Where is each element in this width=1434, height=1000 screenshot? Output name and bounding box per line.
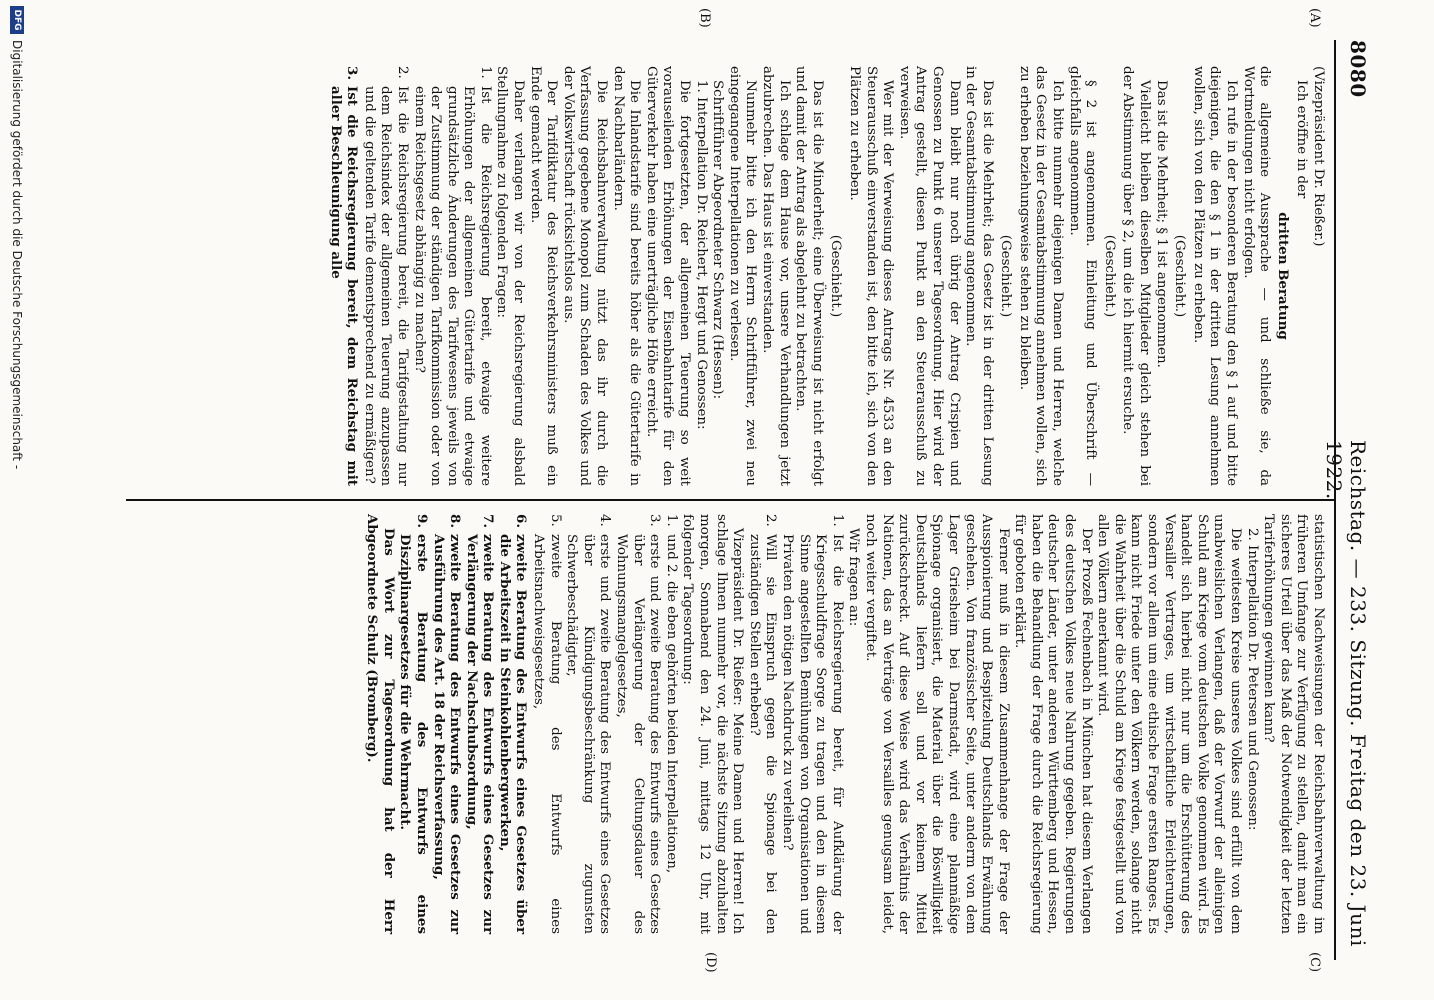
left-column (327, 66, 1326, 486)
paragraph: Daher verlangen wir von der Reichsregierung alsbald Stellungnahme zu folgenden Fragen: (494, 66, 527, 486)
margin-marker-b: (B) (697, 8, 712, 28)
list-item: 4. erste und zweite Beratung des Entwurfs eines Gesetzes über Kündigungsbeschränkung zugunsten Schwerbeschädigter, (564, 514, 613, 934)
list-item: 2. Ist die Reichsregierung bereit, die Tarifgestaltung nur dem Reichsindex der allgemeinen Teuerung anzupassen und die geltenden Tarife dementsprechend zu ermäßigen? (361, 66, 410, 486)
stage-direction: (Geschieht.) (1172, 234, 1188, 318)
stage-direction: (Geschieht.) (1101, 234, 1117, 318)
paragraph: Die Inlandstarife sind bereits höher als die Gütertarife in den Nachbarländern. (610, 66, 643, 486)
list-item: 6. zweite Beratung des Entwurfs eines Gesetzes über die Arbeitszeit in Steinkohlenbergwerken, (496, 514, 530, 934)
margin-marker-d: (D) (703, 952, 718, 973)
paragraph: Ich eröffne in der (1294, 80, 1310, 199)
paragraph: 1. Interpellation Dr. Reichert, Hergt und Genossen: (693, 80, 709, 430)
paragraph: Die Reichsbahnverwaltung nützt das ihr durch die Verfassung gegebene Monopol zum Schaden des Volkes und der Volkswirtschaft rücksichtslos aus. (560, 66, 610, 486)
paragraph: Schriftführer Abgeordneter Schwarz (Hessen): (710, 80, 726, 400)
dfg-logo: DFG (10, 6, 24, 34)
list-item: 8. zweite Beratung des Entwurfs eines Gesetzes zur Ausführung des Art. 18 der Reichsverfassung, (430, 514, 464, 934)
stage-direction: (Geschieht.) (998, 234, 1014, 318)
question-list (327, 66, 493, 486)
paragraph: Die fortgesetzten, der allgemeinen Teuerung so weit vorauseilenden Erhöhungen der Eisenbahntarife für den Güterverkehr haben eine unerträgliche Höhe erreicht. (643, 66, 693, 486)
paragraph: Der Prozeß Fechenbach in München hat diesem Verlangen des deutschen Volkes neue Nahrung gegeben. Regierungen deutscher Länder, unter anderen Württemberg und Hessen, haben die Behandlung der Frage durch die Reichsregierung für geboten erklärt. (1012, 514, 1094, 934)
paragraph: Ich rufe in der besonderen Beratung den § 1 auf und bitte diejenigen, die den § 1 in der dritten Lesung annehmen wollen, sich von den Plätzen zu erheben. (1190, 66, 1240, 486)
stage-direction: (Geschieht.) (828, 234, 844, 318)
agenda-list (397, 514, 679, 934)
section-heading: dritten Beratung (1274, 212, 1291, 340)
list-item: 5. zweite Beratung des Entwurfs eines Arbeitsnachweisgesetzes, (531, 514, 563, 934)
paragraph: Das ist die Minderheit; eine Überweisung ist nicht erfolgt und damit der Antrag als abgelehnt zu betrachten. (793, 66, 825, 486)
paragraph: Ich schlage dem Hause vor, unsere Verhandlungen jetzt abzubrechen. Das Haus ist einverstanden. (760, 66, 792, 486)
margin-marker-c: (C) (1307, 952, 1322, 973)
list-item: 9. erste Beratung des Entwurfs eines Disziplinargesetzes für die Wehrmacht. (397, 514, 430, 934)
page-header (1322, 40, 1376, 960)
paragraph: statistischen Nachweisungen der Reichsbahnverwaltung im früheren Umfange zur Verfügung zu stellen, damit man ein sicheres Urteil über das Maß der Notwendigkeit der letzten Tariferhöhungen gewinnen kann? (1261, 514, 1326, 934)
paragraph: § 2 ist angenommen. Einleitung und Überschrift — gleichfalls angenommen. (1066, 66, 1099, 486)
column-divider (126, 499, 1336, 501)
right-column (364, 514, 1326, 934)
margin-marker-a: (A) (1307, 8, 1322, 28)
list-item: 2. Will sie Einspruch gegen die Spionage bei den zuständigen Stellen erheben? (746, 514, 779, 934)
paragraph: Das Wort zur Tagesordnung hat der Herr Abgeordnete Schulz (Bromberg). (364, 514, 397, 934)
paragraph: Ich bitte nunmehr diejenigen Damen und Herren, welche das Gesetz in der Gesamtabstimmung annehmen wollen, sich zu erheben beziehungsweise stehen zu bleiben. (1016, 66, 1066, 486)
paragraph: Vielleicht bleiben dieselben Mitglieder gleich stehen bei der Abstimmung über § 2, um die ich hiermit ersuche. (1120, 66, 1153, 486)
paragraph: Ferner muß in diesem Zusammenhange der Frage der Ausspionierung und Bespitzelung Deutschlands Erwähnung geschehen. Von französischer Seite, unter anderm von dem Lager Griesheim bei Darmstadt, wird eine planmäßige Spionage organisiert, die Material über die Böswilligkeit Deutschlands liefern soll und vor keinem Mittel zurückschreckt. Auf diese Weise wird das Verhältnis der Nationen, das an Verträge von Versailles genugsam leidet, noch weiter vergiftet. (862, 514, 1011, 934)
paragraph: Das ist die Mehrheit; § 1 ist angenommen. (1153, 80, 1169, 368)
speaker-note: (Vizepräsident Dr. Rießer.) (1311, 66, 1326, 247)
paragraph: die allgemeine Aussprache — und schließe sie, da Wortmeldungen nicht erfolgen. (1240, 66, 1273, 486)
list-item: 1. Ist die Reichsregierung bereit, für Aufklärung der Kriegsschuldfrage Sorge zu tragen und den in diesem Sinne angestellten Bemühungen von Organisationen und Privaten den nötigen Nachdruck zu verleihen? (780, 514, 845, 934)
paragraph: Dann bleibt nur noch übrig der Antrag Crispien und Genossen zu Punkt 6 unserer Tagesordnung. Hier wird der Antrag gestellt, diesen Punkt an den Steuerausschuß zu verweisen. (896, 66, 962, 486)
running-head: Reichstag. — 233. Sitzung. Freitag den 23. Juni 1922. (1322, 440, 1370, 947)
paragraph: 2. Interpellation Dr. Petersen und Genossen: (1244, 528, 1260, 831)
paragraph: Der Tarifdiktatur des Reichsverkehrsministers muß ein Ende gemacht werden. (527, 66, 560, 486)
paragraph: Wer mit der Verweisung dieses Antrags Nr. 4533 an den Steuerausschuß einverstanden ist, den bitte ich, sich von den Plätzen zu erheben. (846, 66, 896, 486)
paragraph: Das ist die Mehrheit; das Gesetz ist in der dritten Lesung in der Gesamtabstimmung angenommen. (963, 66, 995, 486)
list-item: 1. und 2. die eben gehörten beiden Interpellationen, (663, 514, 679, 874)
list-item: 1. Ist die Reichsregierung bereit, etwaige weitere Erhöhungen der allgemeinen Gütertarife und etwaige grundsätzliche Änderungen des Tarifwesens jeweils von der Zustimmung der ständigen Tarifkommission oder von einem Reichsgesetz abhängig zu machen? (411, 66, 493, 486)
question-list (745, 514, 845, 934)
credit-text: Digitalisierung gefördert durch die Deutsche Forschungsgemeinschaft - (10, 40, 24, 470)
list-item: 7. zweite Beratung des Entwurfs eines Gesetzes zur Verlängerung der Nachschubsordnung, (463, 514, 497, 934)
paragraph: Wir fragen an: (846, 528, 862, 627)
paragraph: Nunmehr bitte ich den Herrn Schriftführer, zwei neu eingegangene Interpellationen zu verlesen. (726, 66, 759, 486)
digitization-credit (6, 0, 26, 1000)
paragraph: Vizepräsident Dr. Rießer: Meine Damen und Herren! Ich schlage Ihnen nunmehr vor, die nächste Sitzung abzuhalten morgen, Sonnabend den 24. Juni, mittags 12 Uhr, mit folgender Tagesordnung: (680, 514, 746, 934)
list-item: 3. Ist die Reichsregierung bereit, dem Reichstag mit aller Beschleunigung alle (327, 66, 361, 486)
list-item: 3. erste und zweite Beratung des Entwurfs eines Gesetzes über Verlängerung der Geltungsdauer des Wohnungsmangelgesetzes, (614, 514, 663, 934)
page-number: 8080 (1346, 40, 1370, 98)
paragraph: Die weitesten Kreise unseres Volkes sind erfüllt von dem unabweislichen Verlangen, daß der Vorwurf der alleinigen Schuld am Kriege vom deutschen Volke genommen wird. Es handelt sich hierbei nicht nur um die Erschütterung des Versailler Vertrages, um wirtschaftliche Erleichterungen, sondern vor allem um eine ethische Frage ersten Ranges. Es kann nicht Friede unter den Völkern werden, solange nicht die Wahrheit über die Schuld am Kriege festgestellt und von allen Völkern anerkannt wird. (1095, 514, 1244, 934)
